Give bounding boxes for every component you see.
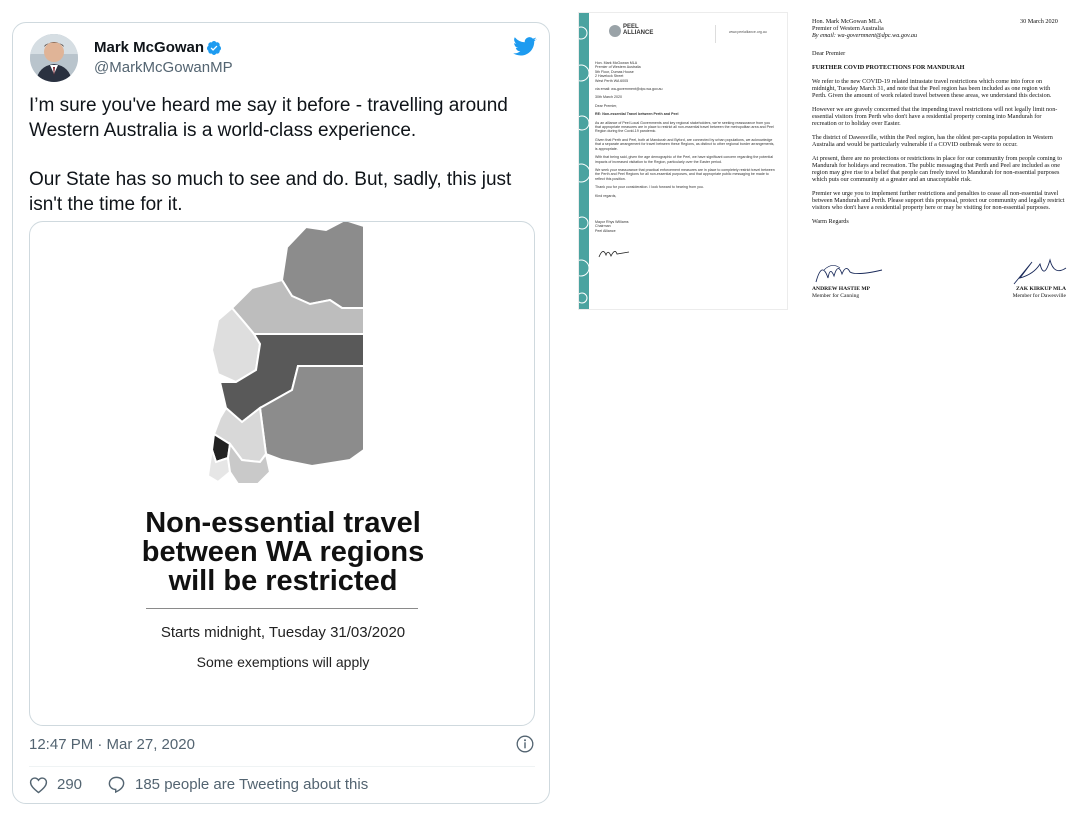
tweet-paragraph-2: Our State has so much to see and do. But, sadly, this just isn't the time for it. — [29, 169, 512, 215]
mps-letter-body — [812, 50, 1066, 232]
handwritten-signature-hastie — [812, 256, 884, 288]
media-exemptions-text: Some exemptions will apply — [196, 654, 370, 670]
recipient-line: West Perth WA 6005 — [595, 78, 629, 83]
letter-paragraph: As an alliance of Peel Local Governments and key regional stakeholders, we're seeking reassurance from you that appropriate measures are in place to restrict all non-essential travel between the metropolitan area and Peel Region during the Covid-19 pandemic. — [595, 120, 774, 134]
letter-paragraph: With that being said, given the age demographic of the Peel, we have significant concern regarding the potential impacts of increased visitation to the Region, particularly over the Easter period. — [595, 155, 774, 164]
signatory-line: Mayor Rhys Williams — [595, 219, 629, 224]
brand-line-1: PEEL — [623, 24, 639, 30]
tweet-card[interactable] — [12, 22, 550, 804]
signer-name: ZAK KIRKUP MLA — [1015, 286, 1066, 292]
signer-hastie — [812, 286, 870, 299]
peel-letter-body — [595, 61, 775, 233]
author-name[interactable]: Mark McGowan — [94, 39, 205, 56]
recipient-line: Premier of Western Australia — [595, 65, 641, 70]
closing: Warm Regards — [812, 218, 849, 225]
tweet-timestamp[interactable]: 12:47 PM · Mar 27, 2020 — [29, 736, 195, 753]
like-count[interactable]: 290 — [57, 776, 83, 793]
closing: Kind regards, — [595, 193, 617, 198]
letter-paragraph: Premier we urge you to implement further restrictions and penalties to cease all non-essential travel between Mandurah and Perth. Please support this proposal, protect our community and legally restrict visitors who don't have a residential property here or may be visiting for non-essential purposes. — [812, 190, 1065, 211]
tweet-text — [29, 93, 539, 217]
peel-alliance-brand — [623, 24, 653, 36]
avatar[interactable] — [30, 34, 78, 82]
signer-title: Member for Canning — [812, 292, 860, 299]
letter-paragraph: We refer to the new COVID-19 related intrastate travel restrictions which come into force on midnight, Tuesday March 31, and note that the Peel region has been included as one region with Perth. Given the amount of work related travel between these areas, we understand this decision. — [812, 78, 1052, 99]
letter-paragraph: However we are gravely concerned that the impending travel restrictions will not legally limit non-essential visitors from Perth who don't have a residential property coming into Mandurah for recreation or to holiday over Easter. — [812, 106, 1058, 127]
letter-date: 30 March 2020 — [1020, 18, 1058, 25]
signatory-block — [595, 220, 775, 233]
actions-divider — [29, 766, 535, 767]
headline-line-1: Non-essential travel — [145, 507, 421, 539]
letter-date: 30th March 2020 — [595, 95, 622, 100]
signatory-line: Chairman — [595, 224, 611, 229]
headline-line-3: will be restricted — [168, 565, 398, 597]
recipient-line: 2 Havelock Street — [595, 74, 624, 79]
info-icon[interactable] — [516, 735, 534, 753]
salutation: Dear Premier, — [595, 103, 618, 108]
letter-subject: FURTHER COVID PROTECTIONS FOR MANDURAH — [812, 64, 965, 71]
reply-bubble-icon[interactable] — [107, 775, 126, 794]
decorative-pattern-strip — [579, 13, 589, 309]
media-headline — [30, 509, 535, 596]
via-email: via email: wa-government@dpc.wa.gov.au — [595, 87, 663, 92]
handwritten-signature-kirkup — [1010, 254, 1068, 290]
signer-title: Member for Dawesville — [1012, 292, 1066, 299]
tweeting-count-link[interactable]: 185 people are Tweeting about this — [135, 776, 369, 793]
signer-name: ANDREW HASTIE MP — [812, 286, 871, 292]
twitter-bird-icon[interactable] — [513, 37, 537, 57]
letter-paragraph: We seek your reassurance that practical enforcement measures are in place to completely restrict travel between the Perth and Peel Regions for all non-essential purposes, and that appropriate public messaging be made to reflect this position. — [595, 167, 775, 181]
signer-kirkup — [1008, 286, 1066, 299]
tweet-paragraph-1: I’m sure you've heard me say it before - travelling around Western Australia is a world-class experience. — [29, 95, 508, 141]
signatory-line: Peel Alliance — [595, 228, 616, 233]
mps-letter[interactable] — [812, 18, 1070, 308]
recipient-line: Hon. Mark McGowan MLA — [595, 61, 638, 65]
recipient-line: 5th Floor, Dumas House — [595, 69, 634, 74]
peel-alliance-letter[interactable] — [578, 12, 788, 310]
brand-line-2: ALLIANCE — [623, 30, 654, 36]
media-starts-text: Starts midnight, Tuesday 31/03/2020 — [160, 624, 406, 641]
recipient-email: By email: wa-government@dpc.wa.gov.au — [812, 32, 918, 39]
header-separator — [715, 25, 716, 43]
tweet-media-image[interactable] — [29, 221, 535, 726]
letter-paragraph: The district of Dawesville, within the Peel region, has the oldest per-capita population in Western Australia and would be particularly vulnerable if a COVID outbreak were to occur. — [812, 134, 1053, 148]
peel-alliance-logo — [609, 25, 621, 37]
author-handle[interactable]: @MarkMcGowanMP — [94, 59, 233, 76]
letter-paragraph: At present, there are no protections or restrictions in place for our community from people coming to Mandurah for holidays and recreation. The public messaging that Perth and Peel are included as one region may give rise to a belief that people can freely travel to Mandurah for non-essential purposes which puts our community at a greater and an unacceptable risk. — [812, 155, 1063, 183]
media-divider — [146, 608, 418, 609]
heart-icon[interactable] — [29, 776, 48, 794]
headline-line-2: between WA regions — [141, 536, 425, 568]
letter-paragraph: Given that Perth and Peel, both at Mandurah and Byford, are connected by urban populations, we acknowledge that a separate arrangement for travel between these Regions, as distinct to other regional border arrangements, is appropriate. — [595, 137, 775, 151]
recipient-line: Premier of Western Australia — [812, 25, 884, 32]
recipient-address — [595, 61, 775, 83]
salutation: Dear Premier — [812, 50, 846, 57]
recipient-line: Hon. Mark McGowan MLA — [812, 18, 883, 25]
wa-regions-map — [30, 222, 535, 512]
letter-subject: RE: Non-essential Travel between Perth and Peel — [595, 112, 679, 117]
letter-paragraph: Thank you for your consideration. I look forward to hearing from you. — [595, 185, 704, 190]
handwritten-signature — [597, 245, 631, 261]
peel-alliance-website: www.peelalliance.org.au — [729, 30, 767, 34]
verified-badge-icon — [206, 40, 222, 56]
